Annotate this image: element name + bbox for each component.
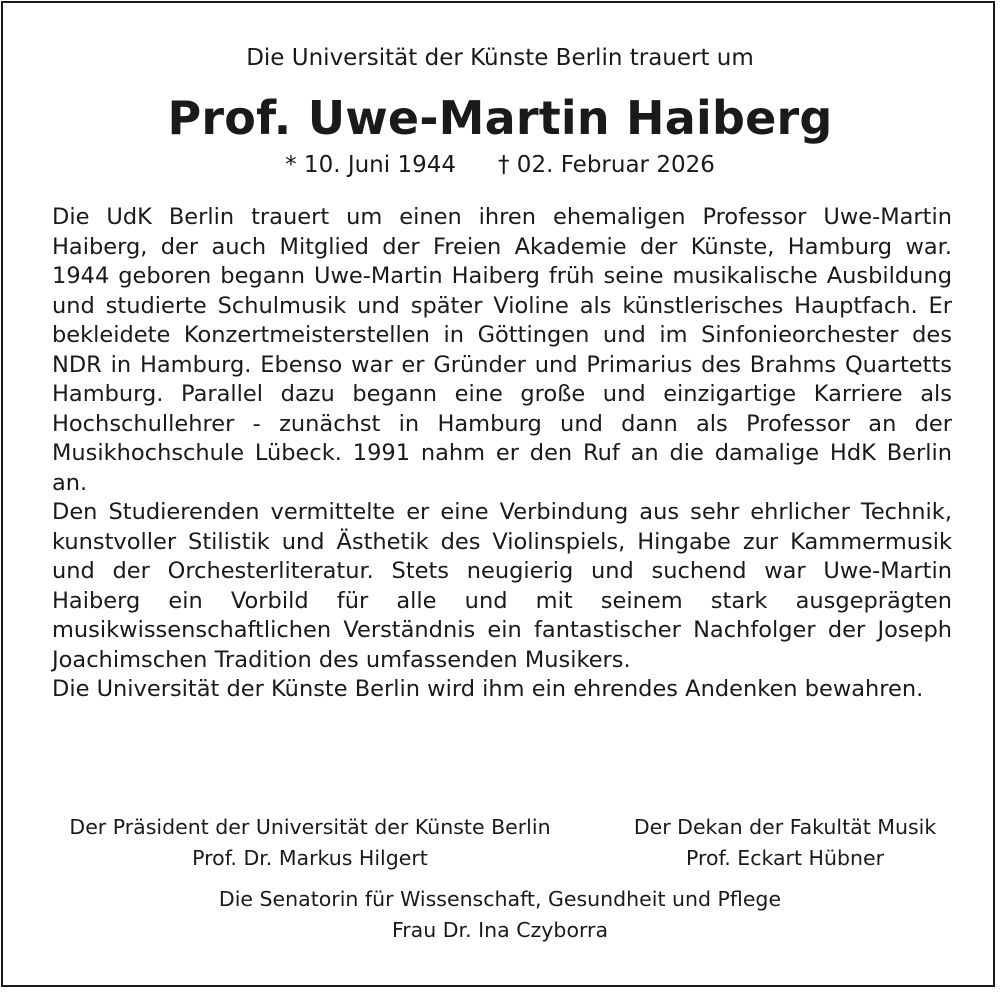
obituary-text	[52, 203, 952, 705]
life-dates	[0, 150, 1000, 180]
senator-name: Frau Dr. Ina Czyborra	[391, 918, 609, 942]
intro-line: Die Universität der Künste Berlin trauert um	[246, 45, 754, 71]
deceased-name: Prof. Uwe-Martin Haiberg	[167, 91, 833, 145]
president-name: Prof. Dr. Markus Hilgert	[192, 846, 428, 870]
death-date: † 02. Februar 2026	[498, 152, 715, 178]
paragraph-career: Die UdK Berlin trauert um einen ihren ehemaligen Professor Uwe-Martin Haiberg, der auch Mitglied der Freien Akademie der Künste, Hamburg war. 1944 geboren begann Uwe-Martin Haiberg früh seine musikalische Ausbildung und studierte Schulmusik und später Violine als künstlerisches Hauptfach. Er bekleidete Konzertmeisterstellen in Göttingen und im Sinfonieorchester des NDR in Hamburg. Ebenso war er Gründer und Primarius des Brahms Quartetts Hamburg. Parallel dazu begann eine große und einzigartige Karriere als Hochschullehrer - zunächst in Hamburg und dann als Professor an der Musikhochschule Lübeck. 1991 nahm er den Ruf an die damalige HdK Berlin an.	[52, 204, 952, 496]
paragraph-remembrance: Die Universität der Künste Berlin wird ihm ein ehrendes Andenken bewahren.	[52, 676, 924, 702]
signature-dean	[600, 812, 970, 874]
paragraph-teaching: Den Studierenden vermittelte er eine Verbindung aus sehr ehrlicher Technik, kunstvoller Stilistik und Ästhetik des Violinspiels, Hingabe zur Kammermusik und der Orchesterliteratur. Stets neugierig und suchend war Uwe-Martin Haiberg ein Vorbild für alle und mit seinem stark ausgeprägten musikwissenschaftlichen Verständnis ein fantastischer Nachfolger der Joseph Joachimschen Tradition des umfassenden Musikers.	[52, 499, 952, 673]
dean-name: Prof. Eckart Hübner	[685, 846, 884, 870]
president-title: Der Präsident der Universität der Künste Berlin	[69, 815, 551, 839]
dean-title: Der Dekan der Fakultät Musik	[633, 815, 937, 839]
birth-date: * 10. Juni 1944	[285, 152, 456, 178]
signature-president	[40, 812, 580, 874]
signature-senator	[0, 884, 1000, 946]
senator-title: Die Senatorin für Wissenschaft, Gesundheit und Pflege	[218, 887, 782, 911]
